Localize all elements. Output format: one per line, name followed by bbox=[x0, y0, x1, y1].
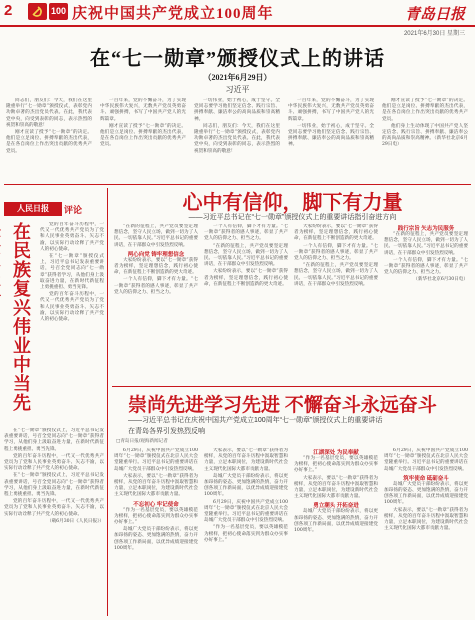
paragraph: 一百年来，党的不懈奋斗，为了实现中华民族伟大复兴，无数共产党员英勇奋斗、顽强拼搏，书写了中国共产党人的光辉篇章。 bbox=[100, 98, 186, 122]
paragraph: 岛城广大党员干部纷纷表示，将以更加昂扬的姿态、更加饱满的热情，奋力开创各项工作新局面，以优异成绩迎接建党100周年。 bbox=[204, 473, 288, 498]
second-article-column-1 bbox=[114, 224, 198, 382]
paragraph: 一个人有信仰，脚下才有力量。“七一勋章”获得者的感人事迹，彰显了共产党人的信仰之力、担当之力。 bbox=[204, 224, 288, 242]
paragraph: “在新的征程上，共产党员要坚定理想信念，坚守人民立场，做到一切为了人民、一切依靠人民。”习近平总书记的重要讲话，在干部群众中引发热烈反响。 bbox=[384, 232, 468, 256]
paragraph: 刚才宣读了授予“七一勋章”的决定。他们是立足岗位、拼搏奉献的杰出代表，是在各自岗位上作出突出贡献的优秀共产党员。 bbox=[100, 123, 186, 148]
third-article-column-2 bbox=[204, 448, 288, 614]
issue-date: 2021年6月30日 星期三 bbox=[403, 31, 465, 37]
third-article-column-1 bbox=[114, 448, 198, 614]
paragraph: 党的百年奋斗历程中，一代又一代优秀共产党员为了党和人民事业英勇奋斗、矢志不渝，以实际行动诠释了共产党人的初心使命。 bbox=[4, 499, 104, 517]
paragraph: “在新的征程上，共产党员要坚定理想信念，坚守人民立场，做到一切为了人民、一切依靠人民。”习近平总书记的重要讲话，在干部群众中引发热烈反响。 bbox=[204, 243, 288, 268]
paragraph: 党的百年奋斗历程中，一代又一代优秀共产党员为了党和人民事业英勇奋斗、矢志不渝，以实际行动诠释了共产党人的初心使命。 bbox=[4, 453, 104, 472]
third-article-title: 崇尚先进学习先进 不懈奋斗永远奋斗 bbox=[128, 395, 437, 416]
editorial-column-bottom bbox=[4, 428, 104, 614]
speech-date: （2021年6月29日） bbox=[203, 73, 272, 82]
main-article-column-3 bbox=[194, 98, 280, 180]
paragraph: “作为一名基层党员，要以英雄模范为榜样，把初心使命落实到为群众办实事办好事上。” bbox=[294, 456, 378, 474]
paragraph: （载6月30日《人民日报》） bbox=[46, 518, 104, 524]
editorial-logo: 人民日报 bbox=[4, 202, 62, 216]
paragraph: “在新的征程上，共产党员要坚定理想信念，坚守人民立场，做到一切为了人民、一切依靠人民。”习近平总书记的重要讲话，在干部群众中引发热烈反响。 bbox=[294, 263, 378, 287]
subhead: 践行宗旨 矢志为民服务 bbox=[397, 226, 455, 232]
paragraph: 岛城广大党员干部纷纷表示，将以更加昂扬的姿态、更加饱满的热情，奋力开创各项工作新局面，以优异成绩迎接建党100周年。 bbox=[114, 527, 198, 551]
section-divider bbox=[112, 386, 471, 387]
main-article-column-4 bbox=[288, 98, 374, 180]
party-emblem-icon bbox=[28, 3, 47, 20]
paragraph: 6月29日，庆祝中国共产党成立100周年“七一勋章”颁授仪式在北京人民大会堂隆重举行。习近平总书记的重要讲话在岛城广大党员干部群众中引发热烈反响。 bbox=[114, 448, 198, 472]
paragraph: 6月29日，庆祝中国共产党成立100周年“七一勋章”颁授仪式在北京人民大会堂隆重举行。习近平总书记的重要讲话在岛城广大党员干部群众中引发热烈反响。 bbox=[204, 499, 288, 524]
second-article-column-3 bbox=[294, 224, 378, 382]
main-article-column-2 bbox=[100, 98, 186, 180]
second-article-subtitle: ——习近平总书记在“七一勋章”颁授仪式上的重要讲话指引奋进方向 bbox=[188, 214, 397, 221]
paragraph: 大家表示，要以“七一勋章”获得者为榜样，从党的百年奋斗历程中汲取智慧和力量，立足本职岗位，为建设新时代社会主义现代化国际大都市贡献力量。 bbox=[114, 473, 198, 498]
second-article-column-2 bbox=[204, 224, 288, 382]
paragraph: 同志们，朋友们：今天，我们在这里隆重举行“七一勋章”颁授仪式，表彰党内功勋卓著的杰出党员代表。在此，我代表党中央，向受到表彰的同志，表示热烈的祝贺和崇高的敬意！ bbox=[6, 98, 92, 128]
paragraph: 大家纷纷表示，要以“七一勋章”获得者为榜样，坚定理想信念，践行初心使命，在新征程上不断创造新的更大奇迹。 bbox=[204, 269, 288, 287]
third-article-subtitle: ——习近平总书记在庆祝中国共产党成立100周年“七一勋章”颁授仪式上的重要讲话 bbox=[128, 417, 383, 424]
subhead: 两心向党 铸牢理想信念 bbox=[127, 251, 185, 258]
paragraph: 大家表示，要以“七一勋章”获得者为榜样，从党的百年奋斗历程中汲取智慧和力量，立足本职岗位，为建设新时代社会主义现代化国际大都市贡献力量。 bbox=[384, 507, 468, 532]
editorial-column-top bbox=[40, 222, 104, 422]
editorial-title: 在民族复兴伟业中当先 bbox=[11, 222, 31, 412]
paragraph: 6月29日，庆祝中国共产党成立100周年“七一勋章”颁授仪式在北京人民大会堂隆重举行。习近平总书记的重要讲话在岛城广大党员干部群众中引发热烈反响。 bbox=[384, 448, 468, 472]
paragraph: “作为一名基层党员，要以英雄模范为榜样，把初心使命落实到为群众办实事办好事上。” bbox=[204, 525, 288, 543]
page-number: 2 bbox=[4, 2, 13, 19]
section-divider bbox=[4, 184, 471, 185]
paragraph: 刚才宣读了授予“七一勋章”的决定。他们是立足岗位、拼搏奉献的杰出代表，是在各自岗位上作出突出贡献的优秀共产党员。 bbox=[6, 130, 92, 154]
centenary-badge: 100 bbox=[49, 3, 68, 20]
paragraph: 一个人有信仰，脚下才有力量。“七一勋章”获得者的感人事迹，彰显了共产党人的信仰之力、担当之力。 bbox=[114, 277, 198, 295]
third-article-column-3 bbox=[294, 448, 378, 614]
paragraph: 刚才宣读了授予“七一勋章”的决定。他们是立足岗位、拼搏奉献的杰出代表，是在各自岗位上作出突出贡献的优秀共产党员。 bbox=[382, 98, 468, 122]
paragraph: 党的百年奋斗历程中，一代又一代优秀共产党员为了党和人民事业英勇奋斗、矢志不渝，以实际行动诠释了共产党人的初心使命。 bbox=[40, 222, 104, 252]
column-divider bbox=[107, 188, 108, 616]
article-author: 习近平 bbox=[225, 85, 250, 94]
subhead: 不忘初心 牢记使命 bbox=[133, 501, 179, 508]
main-article-column-1 bbox=[6, 98, 92, 180]
subhead: 筑牢使命 砥砺奋斗 bbox=[403, 475, 449, 482]
paragraph: 一切伟业，始于初心，成于坚守。全党同志要学习他们坚定信念、践行宗旨、拼搏奉献、廉洁奉公的高尚品质和崇高精神。 bbox=[288, 123, 374, 148]
subhead: 江湖深处 为民奉献 bbox=[313, 450, 359, 456]
paragraph: 一个人有信仰，脚下才有力量。“七一勋章”获得者的感人事迹，彰显了共产党人的信仰之力、担当之力。 bbox=[384, 257, 468, 276]
paragraph: 岛城广大党员干部纷纷表示，将以更加昂扬的姿态、更加饱满的热情，奋力开创各项工作新局面，以优异成绩迎接建党100周年。 bbox=[294, 509, 378, 534]
paragraph: “作为一名基层党员，要以英雄模范为榜样，把初心使命落实到为群众办实事办好事上。” bbox=[114, 507, 198, 526]
paragraph: 在“七一勋章”颁授仪式上，习近平总书记发表重要讲话，号召全党同志向“七一勋章”获得者学习，从他们身上汲取奋进力量，在新时代新征程上勇挑重担、勇当先锋。 bbox=[40, 254, 104, 291]
paragraph: 大家表示，要以“七一勋章”获得者为榜样，从党的百年奋斗历程中汲取智慧和力量，立足本职岗位，为建设新时代社会主义现代化国际大都市贡献力量。 bbox=[204, 448, 288, 472]
paragraph: （新华社北京6月30日电） bbox=[413, 277, 468, 283]
paragraph: “在新的征程上，共产党员要坚定理想信念，坚守人民立场，做到一切为了人民、一切依靠人民。”习近平总书记的重要讲话，在干部群众中引发热烈反响。 bbox=[114, 224, 198, 248]
paragraph: 在“七一勋章”颁授仪式上，习近平总书记发表重要讲话，号召全党同志向“七一勋章”获得者学习，从他们身上汲取奋进力量，在新时代新征程上勇挑重担、勇当先锋。 bbox=[4, 473, 104, 498]
header-rule bbox=[0, 25, 475, 27]
section-title: 庆祝中国共产党成立100周年 bbox=[72, 6, 274, 22]
paragraph: 他们身上生动体现了中国共产党人坚定信念、践行宗旨、拼搏奉献、廉洁奉公的高尚品质和崇高精神。（新华社北京6月29日电） bbox=[382, 123, 468, 148]
paragraph: 一切伟业，始于初心，成于坚守。全党同志要学习他们坚定信念、践行宗旨、拼搏奉献、廉洁奉公的高尚品质和崇高精神。 bbox=[194, 98, 280, 122]
byline: □青岛日报/观海新闻记者 bbox=[116, 439, 168, 444]
paragraph: 一百年来，党的不懈奋斗，为了实现中华民族伟大复兴，无数共产党员英勇奋斗、顽强拼搏，书写了中国共产党人的光辉篇章。 bbox=[288, 98, 374, 122]
page-header bbox=[0, 0, 475, 24]
paragraph: 党的百年奋斗历程中，一代又一代优秀共产党员为了党和人民事业英勇奋斗、矢志不渝，以实际行动诠释了共产党人的初心使命。 bbox=[40, 292, 104, 323]
paragraph: 一个人有信仰，脚下才有力量。“七一勋章”获得者的感人事迹，彰显了共产党人的信仰之力、担当之力。 bbox=[294, 243, 378, 262]
paragraph: 大家纷纷表示，要以“七一勋章”获得者为榜样，坚定理想信念，践行初心使命，在新征程上不断创造新的更大奇迹。 bbox=[114, 257, 198, 276]
second-article-title: 心中有信仰，脚下有力量 bbox=[182, 192, 403, 214]
paragraph: 大家纷纷表示，要以“七一勋章”获得者为榜样，坚定理想信念，践行初心使命，在新征程上不断创造新的更大奇迹。 bbox=[294, 224, 378, 242]
paragraph: 在“七一勋章”颁授仪式上，习近平总书记发表重要讲话，号召全党同志向“七一勋章”获得者学习，从他们身上汲取奋进力量，在新时代新征程上勇挑重担、勇当先锋。 bbox=[4, 428, 104, 452]
editorial-label: 评论 bbox=[64, 205, 83, 215]
newspaper-logo: 青岛日报 bbox=[404, 7, 465, 23]
main-article-column-5 bbox=[382, 98, 468, 180]
paragraph: 岛城广大党员干部纷纷表示，将以更加昂扬的姿态、更加饱满的热情，奋力开创各项工作新局面，以优异成绩迎接建党100周年。 bbox=[384, 481, 468, 506]
paragraph: 同志们，朋友们：今天，我们在这里隆重举行“七一勋章”颁授仪式，表彰党内功勋卓著的杰出党员代表。在此，我代表党中央，向受到表彰的同志，表示热烈的祝贺和崇高的敬意！ bbox=[194, 123, 280, 154]
second-article-column-4 bbox=[384, 224, 468, 382]
third-article-column-4 bbox=[384, 448, 468, 614]
main-headline: 在“七一勋章”颁授仪式上的讲话 bbox=[90, 48, 385, 70]
paragraph: 大家表示，要以“七一勋章”获得者为榜样，从党的百年奋斗历程中汲取智慧和力量，立足本职岗位，为建设新时代社会主义现代化国际大都市贡献力量。 bbox=[294, 475, 378, 500]
subhead: 勇立潮头 开拓奋进 bbox=[313, 503, 359, 510]
third-article-subtitle-2: 在青岛各界引发热烈反响 bbox=[128, 428, 205, 435]
